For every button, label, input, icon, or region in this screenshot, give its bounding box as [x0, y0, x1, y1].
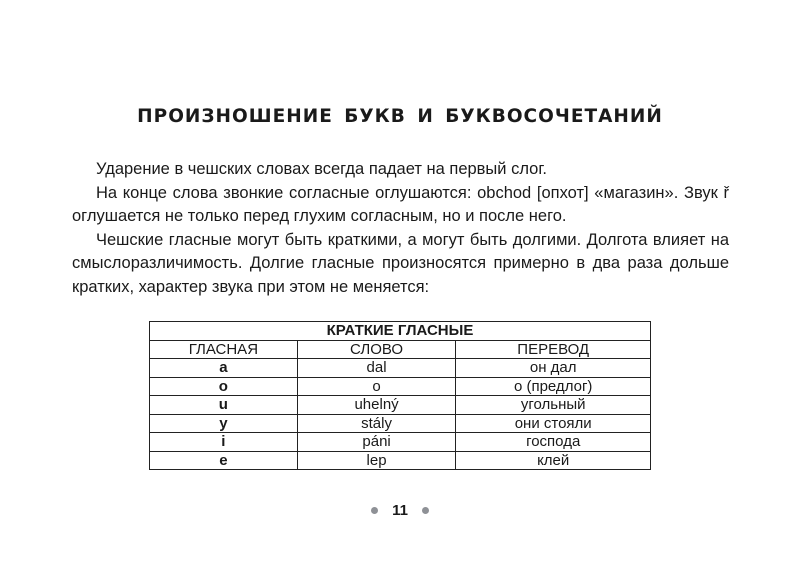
translation-cell: клей: [456, 451, 651, 470]
column-header-word: СЛОВО: [297, 340, 456, 359]
word-cell: uhelný: [297, 396, 456, 415]
bullet-dot-icon: [422, 507, 429, 514]
page-number: 11: [392, 502, 408, 519]
table-row: [150, 396, 651, 415]
translation-cell: они стояли: [456, 414, 651, 433]
translation-cell: он дал: [456, 359, 651, 378]
word-cell: dal: [297, 359, 456, 378]
word-cell: lep: [297, 451, 456, 470]
page-footer: [0, 502, 800, 519]
vowel-cell: e: [150, 451, 298, 470]
table-header-row: [150, 340, 651, 359]
vowel-cell: a: [150, 359, 298, 378]
table-row: [150, 359, 651, 378]
vowel-cell: i: [150, 433, 298, 452]
column-header-vowel: ГЛАСНАЯ: [150, 340, 298, 359]
body-text: [72, 158, 729, 299]
short-vowels-table: [149, 321, 651, 470]
paragraph-devoicing: На конце слова звонкие согласные оглушаются: obchod [опхот] «магазин». Звук ř оглушается не только перед глухим согласным, но и после него.: [72, 183, 729, 225]
vowel-cell: o: [150, 377, 298, 396]
section-heading: ПРОИЗНОШЕНИЕ БУКВ И БУКВОСОЧЕТАНИЙ: [137, 106, 663, 127]
paragraph-vowel-length: Чешские гласные могут быть краткими, а могут быть долгими. Долгота влияет на смыслоразличимость. Долгие гласные произносятся примерно в два раза дольше кратких, характер звука при этом не меняется:: [72, 230, 729, 296]
paragraph-stress: Ударение в чешских словах всегда падает на первый слог.: [96, 160, 547, 178]
table-row: [150, 433, 651, 452]
translation-cell: угольный: [456, 396, 651, 415]
column-header-translation: ПЕРЕВОД: [456, 340, 651, 359]
word-cell: páni: [297, 433, 456, 452]
word-cell: o: [297, 377, 456, 396]
bullet-dot-icon: [371, 507, 378, 514]
word-cell: stály: [297, 414, 456, 433]
translation-cell: о (предлог): [456, 377, 651, 396]
table-row: [150, 414, 651, 433]
table-title-row: [150, 322, 651, 341]
vowel-cell: u: [150, 396, 298, 415]
table-row: [150, 451, 651, 470]
translation-cell: господа: [456, 433, 651, 452]
table-row: [150, 377, 651, 396]
vowel-cell: y: [150, 414, 298, 433]
table-title: КРАТКИЕ ГЛАСНЫЕ: [150, 322, 651, 341]
